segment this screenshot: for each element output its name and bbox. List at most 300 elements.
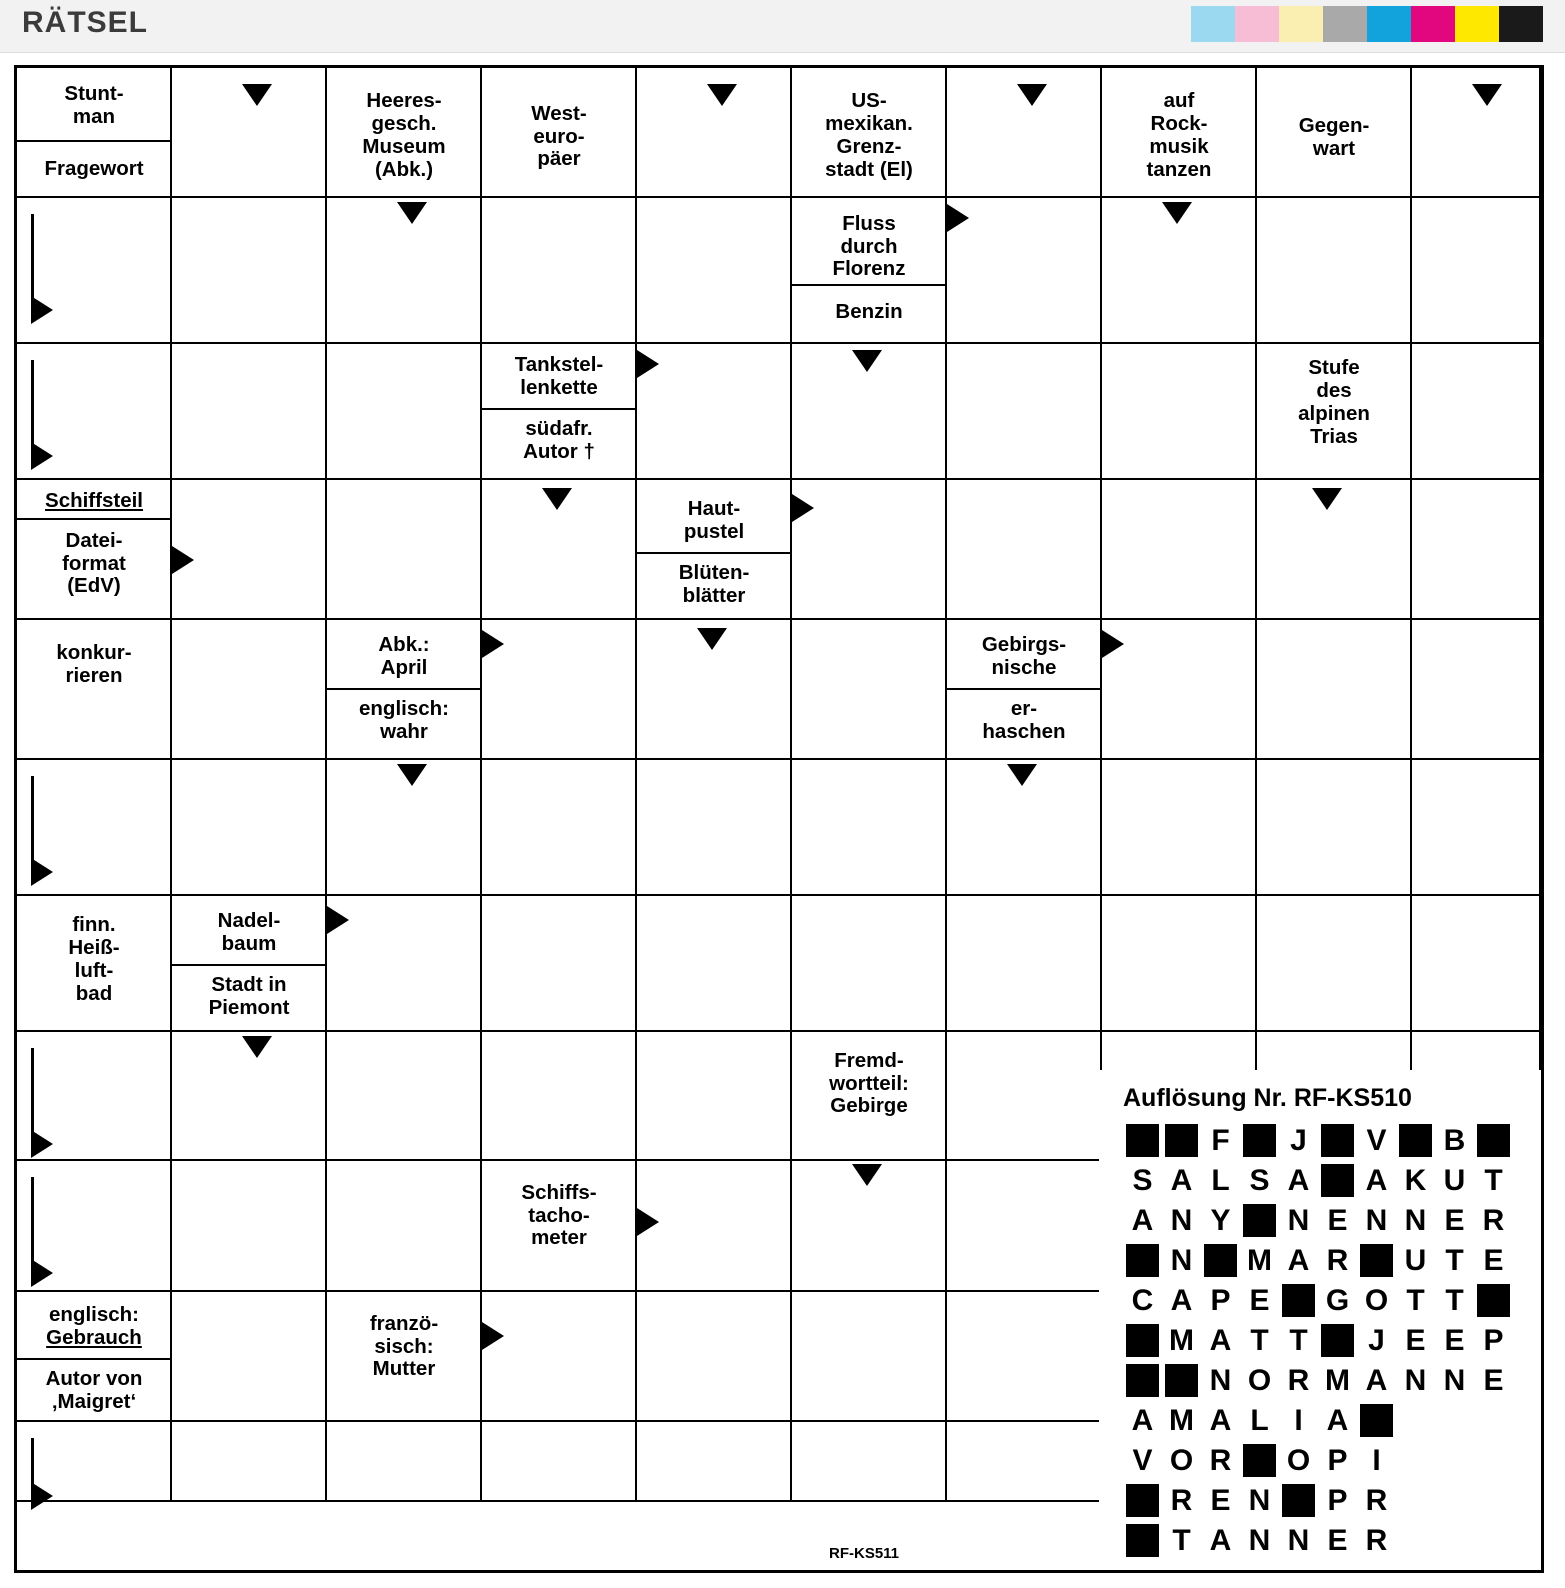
grid-cell-r9c5[interactable] (792, 1292, 947, 1422)
solution-row (1123, 1401, 1541, 1440)
clue-line: Datei- (65, 528, 123, 552)
solution-cell: A (1326, 1404, 1349, 1437)
solution-cell: R (1326, 1244, 1349, 1277)
solution-cell: V (1366, 1124, 1387, 1157)
solution-cell: A (1209, 1324, 1232, 1357)
grid-cell-r9c4[interactable] (637, 1292, 792, 1422)
solution-cell (1165, 1364, 1198, 1397)
solution-cell: R (1482, 1204, 1505, 1237)
solution-cell (1126, 1124, 1159, 1157)
grid-cell-r2c1[interactable] (172, 344, 327, 480)
solution-cell: N (1170, 1244, 1193, 1277)
clue-line: euro- (533, 124, 585, 148)
clue-line: man (72, 105, 116, 128)
color-swatch-6 (1455, 6, 1499, 42)
clue-line: Stufe (1308, 356, 1360, 380)
solution-cell: S (1249, 1164, 1270, 1197)
grid-cell-r10c1[interactable] (172, 1422, 327, 1502)
solution-cell: R (1170, 1484, 1193, 1517)
clue-westeuropaeer (484, 98, 634, 176)
crossword-area (14, 65, 1544, 1575)
clue-hautpustel (639, 492, 789, 550)
clue-line: Rock- (1150, 112, 1208, 136)
solution-cell: J (1368, 1324, 1385, 1357)
arrow-right-icon (172, 546, 194, 574)
clue-line: Gebirgs- (981, 633, 1067, 657)
clue-line: englisch: (49, 1303, 139, 1327)
solution-cell (1321, 1164, 1354, 1197)
solution-cell: V (1132, 1444, 1153, 1477)
solution-cell: O (1169, 1444, 1194, 1477)
clue-line: Museum (362, 135, 446, 158)
grid-cell-r10c4[interactable] (637, 1422, 792, 1502)
clue-divider (637, 552, 792, 554)
grid-cell-r4c7[interactable] (1102, 620, 1257, 760)
clue-line: sisch: (374, 1334, 434, 1358)
clue-line: franzö- (369, 1311, 439, 1335)
clue-englisch-wahr (329, 692, 479, 750)
solution-cell: A (1209, 1524, 1232, 1557)
arrow-right-icon (1102, 630, 1124, 658)
solution-cell: T (1250, 1324, 1269, 1357)
grid-cell-r6c8[interactable] (1257, 896, 1412, 1032)
solution-cell (1243, 1124, 1276, 1157)
solution-row (1123, 1161, 1541, 1200)
clue-schiffsteil (19, 486, 169, 516)
solution-cell: L (1211, 1164, 1230, 1197)
clue-stadt-in-piemont (174, 968, 324, 1026)
grid-cell-r4c9[interactable] (1412, 620, 1541, 760)
arrow-right-icon (31, 442, 53, 470)
arrow-down-icon (697, 628, 727, 650)
grid-cell-r6c2[interactable] (327, 896, 482, 1032)
solution-cell (1165, 1124, 1198, 1157)
clue-line: auf (1163, 89, 1195, 113)
color-swatch-0 (1191, 6, 1235, 42)
clue-line: Piemont (208, 996, 290, 1019)
solution-cell: T (1484, 1164, 1503, 1197)
clue-heeresgesch-museum (329, 86, 479, 186)
grid-cell-r5c4[interactable] (637, 760, 792, 896)
solution-cell: P (1483, 1324, 1504, 1357)
clue-benzin (794, 288, 944, 336)
grid-cell-r3c5[interactable] (792, 480, 947, 620)
clue-line: Schiffsteil (45, 488, 143, 512)
clue-line: er- (1010, 697, 1038, 721)
grid-cell-r4c3[interactable] (482, 620, 637, 760)
solution-cell: O (1286, 1444, 1311, 1477)
clue-line: Stadt in (211, 973, 287, 997)
solution-cell: N (1404, 1364, 1427, 1397)
clue-tankstellenkette (484, 348, 634, 406)
arrow-down-icon (242, 84, 272, 106)
solution-cell: L (1250, 1404, 1269, 1437)
grid-cell-r5c7[interactable] (1102, 760, 1257, 896)
clue-line: stadt (El) (825, 157, 913, 181)
solution-cell: A (1170, 1164, 1193, 1197)
solution-cell (1126, 1244, 1159, 1277)
solution-cell (1321, 1124, 1354, 1157)
clue-line: US- (851, 89, 887, 113)
arrow-down-icon (1162, 202, 1192, 224)
grid-cell-r4c8[interactable] (1257, 620, 1412, 760)
color-swatch-3 (1323, 6, 1367, 42)
clue-line: April (380, 656, 428, 679)
grid-cell-r2c7[interactable] (1102, 344, 1257, 480)
solution-cell: M (1169, 1324, 1194, 1357)
clue-line: durch (840, 234, 898, 258)
solution-cell (1243, 1444, 1276, 1477)
arrow-right-icon (327, 906, 349, 934)
color-swatch-1 (1235, 6, 1279, 42)
solution-cell (1477, 1124, 1510, 1157)
clue-line: Trias (1310, 424, 1358, 448)
solution-cell: K (1404, 1164, 1427, 1197)
grid-cell-r6c7[interactable] (1102, 896, 1257, 1032)
grid-cell-r5c5[interactable] (792, 760, 947, 896)
clue-line: Gebirge (830, 1094, 908, 1118)
clue-nadelbaum (174, 904, 324, 962)
solution-cell: N (1404, 1204, 1427, 1237)
solution-cell: C (1131, 1284, 1154, 1317)
clue-line: Autor † (523, 440, 595, 463)
solution-cell: A (1365, 1164, 1388, 1197)
grid-cell-r1c6[interactable] (947, 198, 1102, 344)
clue-line: West- (531, 101, 587, 125)
grid-cell-r8c1[interactable] (172, 1161, 327, 1292)
clue-dateiformat-edv (19, 522, 169, 606)
grid-cell-r4c1[interactable] (172, 620, 327, 760)
arrow-down-icon (852, 1164, 882, 1186)
clue-abk-april (329, 628, 479, 686)
solution-row (1123, 1521, 1541, 1560)
arrow-right-icon (947, 204, 969, 232)
page-header (0, 0, 1565, 53)
solution-cell: R (1365, 1484, 1388, 1517)
clue-line: Grenz- (836, 135, 902, 158)
solution-cell: S (1132, 1164, 1153, 1197)
clue-line: luft- (74, 959, 114, 982)
clue-line: pustel (683, 520, 745, 543)
solution-cell (1360, 1244, 1393, 1277)
solution-block (1099, 1070, 1541, 1570)
solution-row (1123, 1201, 1541, 1240)
solution-cell (1282, 1284, 1315, 1317)
solution-cell: N (1170, 1204, 1193, 1237)
color-swatch-4 (1367, 6, 1411, 42)
clue-line: südafr. (525, 417, 593, 441)
solution-cell: U (1443, 1164, 1466, 1197)
grid-cell-r1c1[interactable] (172, 198, 327, 344)
solution-row (1123, 1441, 1541, 1480)
grid-cell-r3c2[interactable] (327, 480, 482, 620)
clue-line: konkur- (56, 641, 132, 665)
clue-line: gesch. (371, 112, 437, 136)
grid-cell-r6c5[interactable] (792, 896, 947, 1032)
clue-line: Heiß- (68, 936, 120, 960)
solution-cell: A (1131, 1404, 1154, 1437)
grid-cell-r10c6[interactable] (947, 1422, 1102, 1502)
solution-cell: N (1287, 1524, 1310, 1557)
clue-line: englisch: (359, 697, 449, 721)
solution-cell: E (1444, 1204, 1465, 1237)
clue-divider (327, 688, 482, 690)
clue-line: Blüten- (678, 561, 750, 585)
solution-cell: E (1444, 1324, 1465, 1357)
grid-cell-r5c3[interactable] (482, 760, 637, 896)
solution-cell: J (1290, 1124, 1307, 1157)
solution-row (1123, 1481, 1541, 1520)
clue-line: wahr (380, 720, 428, 743)
clue-line: Tankstel- (514, 353, 604, 377)
grid-cell-r2c2[interactable] (327, 344, 482, 480)
grid-cell-r7c3[interactable] (482, 1032, 637, 1161)
solution-cell: B (1443, 1124, 1466, 1157)
solution-cell: A (1287, 1164, 1310, 1197)
clue-line: Heeres- (366, 89, 442, 113)
solution-cell: N (1365, 1204, 1388, 1237)
clue-line: rieren (65, 664, 123, 687)
clue-line: Gebrauch (46, 1326, 142, 1349)
clue-line: (Abk.) (374, 157, 434, 181)
solution-cell: R (1209, 1444, 1232, 1477)
solution-cell: A (1209, 1404, 1232, 1437)
solution-cell: A (1287, 1244, 1310, 1277)
clue-englisch-gebrauch (19, 1298, 169, 1356)
arrow-right-icon (31, 1130, 53, 1158)
grid-cell-r10c3[interactable] (482, 1422, 637, 1502)
solution-row (1123, 1321, 1541, 1360)
solution-letter-grid (1117, 1121, 1541, 1560)
clue-stufe-des-alpinen-trias (1259, 348, 1409, 458)
arrow-down-icon (242, 1036, 272, 1058)
solution-cell: T (1445, 1284, 1464, 1317)
clue-erhaschen (949, 692, 1099, 750)
solution-cell: T (1445, 1244, 1464, 1277)
arrow-down-icon (397, 764, 427, 786)
arrow-right-icon (31, 296, 53, 324)
solution-cell: E (1483, 1244, 1504, 1277)
clue-fremdwortteil-gebirge (794, 1044, 944, 1124)
clue-line: finn. (72, 913, 116, 937)
solution-cell: O (1364, 1284, 1389, 1317)
grid-cell-r7c2[interactable] (327, 1032, 482, 1161)
clue-line: baum (221, 932, 277, 955)
clue-line: Schiffs- (521, 1180, 597, 1204)
grid-cell-r1c3[interactable] (482, 198, 637, 344)
clue-stuntman (19, 76, 169, 136)
clue-divider (172, 964, 327, 966)
solution-cell (1282, 1484, 1315, 1517)
clue-fragewort (19, 144, 169, 194)
grid-cell-r3c9[interactable] (1412, 480, 1541, 620)
solution-cell: A (1170, 1284, 1193, 1317)
solution-cell (1360, 1404, 1393, 1437)
solution-row (1123, 1121, 1541, 1160)
puzzle-id-label: RF-KS511 (829, 1545, 900, 1562)
solution-row (1123, 1241, 1541, 1280)
clue-line: meter (531, 1226, 587, 1250)
arrow-down-icon (1007, 764, 1037, 786)
grid-cell-r6c6[interactable] (947, 896, 1102, 1032)
solution-cell: I (1294, 1404, 1303, 1437)
clue-divider (17, 1358, 172, 1360)
solution-cell: I (1372, 1444, 1381, 1477)
grid-cell-r9c6[interactable] (947, 1292, 1102, 1422)
clue-line: Stunt- (64, 82, 124, 106)
solution-cell: E (1210, 1484, 1231, 1517)
clue-line: haschen (982, 720, 1066, 743)
grid-cell-r10c2[interactable] (327, 1422, 482, 1502)
clue-line: nische (991, 656, 1057, 679)
solution-cell: M (1325, 1364, 1350, 1397)
clue-line: päer (537, 147, 581, 171)
arrow-right-icon (637, 350, 659, 378)
solution-cell: M (1247, 1244, 1272, 1277)
solution-cell: N (1248, 1524, 1271, 1557)
grid-cell-r3c7[interactable] (1102, 480, 1257, 620)
grid-cell-r2c9[interactable] (1412, 344, 1541, 480)
grid-cell-r3c6[interactable] (947, 480, 1102, 620)
solution-cell: P (1327, 1484, 1348, 1517)
grid-cell-r7c6[interactable] (947, 1032, 1102, 1161)
arrow-down-icon (707, 84, 737, 106)
arrow-down-icon (542, 488, 572, 510)
grid-cell-r1c4[interactable] (637, 198, 792, 344)
solution-cell: M (1169, 1404, 1194, 1437)
clue-line: tacho- (528, 1203, 590, 1227)
arrow-right-icon (31, 1259, 53, 1287)
clue-auf-rockmusik-tanzen (1104, 86, 1254, 186)
solution-row (1123, 1361, 1541, 1400)
clue-line: alpinen (1298, 402, 1370, 425)
arrow-down-icon (1017, 84, 1047, 106)
clue-line: Abk.: (378, 633, 430, 657)
grid-cell-r9c3[interactable] (482, 1292, 637, 1422)
clue-line: Fluss (842, 211, 896, 235)
grid-cell-r7c4[interactable] (637, 1032, 792, 1161)
page-title: RÄTSEL (22, 6, 148, 39)
clue-line: format (62, 551, 126, 575)
arrow-down-icon (1472, 84, 1502, 106)
solution-cell: Y (1210, 1204, 1231, 1237)
solution-cell: T (1289, 1324, 1308, 1357)
solution-title: Auflösung Nr. RF-KS510 (1123, 1084, 1412, 1112)
grid-cell-r2c6[interactable] (947, 344, 1102, 480)
color-swatch-5 (1411, 6, 1455, 42)
grid-cell-r1c9[interactable] (1412, 198, 1541, 344)
solution-cell: R (1365, 1524, 1388, 1557)
solution-cell (1321, 1324, 1354, 1357)
solution-cell: N (1443, 1364, 1466, 1397)
clue-divider (17, 140, 172, 142)
solution-cell: N (1248, 1484, 1271, 1517)
solution-cell: G (1325, 1284, 1350, 1317)
solution-cell (1204, 1244, 1237, 1277)
solution-cell (1399, 1124, 1432, 1157)
clue-divider (792, 284, 947, 286)
solution-cell (1126, 1324, 1159, 1357)
clue-finn-heissluftbad (19, 904, 169, 1016)
clue-line: Florenz (832, 257, 906, 281)
grid-cell-r5c1[interactable] (172, 760, 327, 896)
grid-cell-r8c2[interactable] (327, 1161, 482, 1292)
grid-cell-r8c4[interactable] (637, 1161, 792, 1292)
grid-cell-r5c8[interactable] (1257, 760, 1412, 896)
clue-bluetenblaetter (639, 556, 789, 614)
arrow-down-icon (1312, 488, 1342, 510)
clue-konkurrieren (19, 636, 169, 694)
grid-cell-r6c4[interactable] (637, 896, 792, 1032)
clue-gegenwart (1259, 108, 1409, 168)
solution-cell: R (1287, 1364, 1310, 1397)
color-swatch-7 (1499, 6, 1543, 42)
clue-divider (947, 688, 1102, 690)
clue-line: (EdV) (67, 574, 121, 598)
arrow-right-icon (792, 494, 814, 522)
grid-cell-r10c5[interactable] (792, 1422, 947, 1502)
solution-cell: E (1249, 1284, 1270, 1317)
grid-cell-r1c8[interactable] (1257, 198, 1412, 344)
clue-line: Benzin (835, 299, 903, 323)
clue-line: des (1316, 379, 1352, 403)
clue-fluss-durch-florenz (794, 210, 944, 284)
grid-cell-r5c9[interactable] (1412, 760, 1541, 896)
clue-line: Nadel- (217, 909, 281, 933)
arrow-right-icon (31, 858, 53, 886)
solution-cell: F (1211, 1124, 1230, 1157)
clue-schiffstachometer (484, 1176, 634, 1256)
arrow-right-icon (637, 1208, 659, 1236)
clue-line: tanzen (1146, 157, 1212, 181)
clue-line: wart (1312, 137, 1356, 160)
clue-gebirgsnische (949, 628, 1099, 686)
clue-line: mexikan. (825, 112, 913, 136)
solution-cell: E (1405, 1324, 1426, 1357)
grid-cell-r9c1[interactable] (172, 1292, 327, 1422)
solution-cell: U (1404, 1244, 1427, 1277)
solution-cell (1126, 1524, 1159, 1557)
solution-cell: A (1131, 1204, 1154, 1237)
clue-divider (17, 518, 172, 520)
clue-line: Fremd- (834, 1048, 904, 1072)
arrow-down-icon (852, 350, 882, 372)
clue-line: ‚Maigret‘ (51, 1390, 137, 1413)
solution-cell: N (1287, 1204, 1310, 1237)
grid-cell-r4c5[interactable] (792, 620, 947, 760)
solution-cell: T (1172, 1524, 1191, 1557)
solution-cell (1126, 1364, 1159, 1397)
solution-cell: A (1365, 1364, 1388, 1397)
solution-row (1123, 1281, 1541, 1320)
clue-divider (482, 408, 637, 410)
arrow-right-icon (482, 1322, 504, 1350)
clue-line: Gegen- (1298, 114, 1370, 138)
grid-cell-r8c6[interactable] (947, 1161, 1102, 1292)
grid-cell-r2c4[interactable] (637, 344, 792, 480)
clue-line: Fragewort (44, 156, 144, 180)
solution-cell (1477, 1284, 1510, 1317)
solution-cell: O (1247, 1364, 1272, 1397)
solution-cell: E (1327, 1524, 1348, 1557)
grid-cell-r3c1[interactable] (172, 480, 327, 620)
grid-cell-r6c3[interactable] (482, 896, 637, 1032)
color-swatch-2 (1279, 6, 1323, 42)
clue-line: bad (75, 981, 113, 1005)
grid-cell-r6c9[interactable] (1412, 896, 1541, 1032)
arrow-right-icon (31, 1482, 53, 1510)
arrow-right-icon (482, 630, 504, 658)
